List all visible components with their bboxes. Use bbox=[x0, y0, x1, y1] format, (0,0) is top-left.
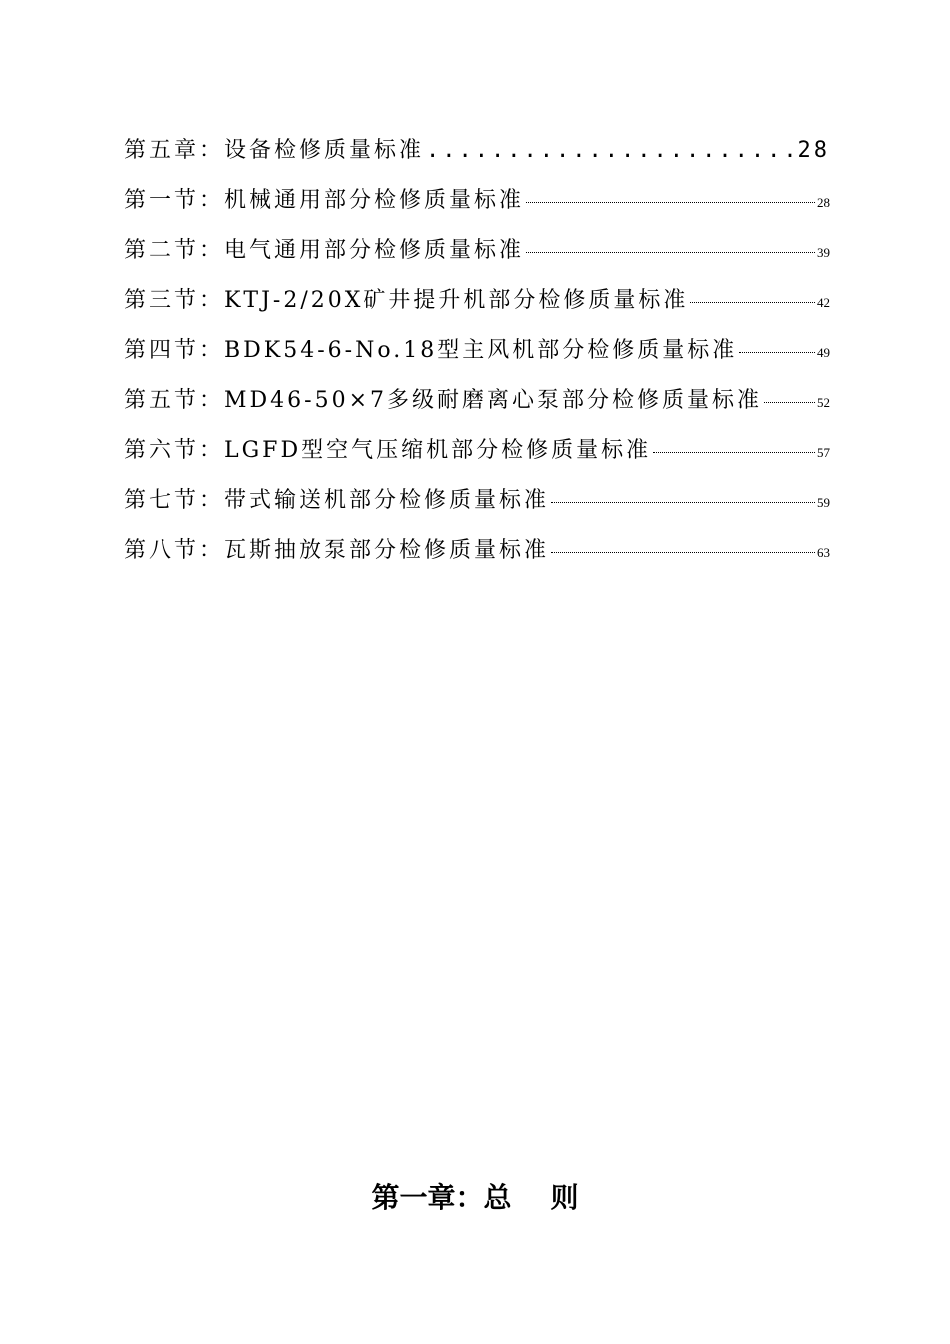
toc-entry-page: 28 bbox=[797, 138, 830, 163]
toc-entry-section-4[interactable] bbox=[124, 333, 830, 383]
toc-entry-page: 57 bbox=[817, 445, 830, 460]
toc-dot-leader bbox=[526, 240, 815, 253]
toc-entry-label: 第一节：机械通用部分检修质量标准 bbox=[124, 188, 525, 213]
toc-dot-leader bbox=[764, 390, 815, 403]
chapter-heading: 第一章：总 则 bbox=[371, 1181, 579, 1214]
toc-entry-section-8[interactable] bbox=[124, 533, 830, 583]
toc-entry-chapter-5[interactable] bbox=[124, 133, 830, 183]
table-of-contents bbox=[124, 133, 830, 583]
toc-entry-label: 第六节：LGFD型空气压缩机部分检修质量标准 bbox=[124, 438, 652, 463]
toc-entry-page: 28 bbox=[817, 195, 830, 210]
toc-entry-label: 第七节：带式输送机部分检修质量标准 bbox=[124, 488, 550, 513]
toc-entry-label: 第八节：瓦斯抽放泵部分检修质量标准 bbox=[124, 538, 550, 563]
toc-entry-label: 第三节：KTJ-2/20X矿井提升机部分检修质量标准 bbox=[124, 288, 689, 313]
toc-entry-section-6[interactable] bbox=[124, 433, 830, 483]
toc-entry-page: 49 bbox=[817, 345, 830, 360]
toc-entry-page: 52 bbox=[817, 395, 830, 410]
toc-dot-leader bbox=[526, 190, 815, 203]
toc-entry-label: 第五章：设备检修质量标准 bbox=[124, 138, 425, 163]
toc-entry-page: 63 bbox=[817, 545, 830, 560]
toc-entry-page: 59 bbox=[817, 495, 830, 510]
toc-dot-leader bbox=[551, 490, 815, 503]
toc-entry-page: 39 bbox=[817, 245, 830, 260]
toc-entry-page: 42 bbox=[817, 295, 830, 310]
toc-entry-section-3[interactable] bbox=[124, 283, 830, 333]
toc-dot-leader bbox=[426, 138, 795, 163]
toc-dot-leader bbox=[739, 340, 815, 353]
toc-dot-leader bbox=[551, 540, 815, 553]
toc-entry-label: 第五节：MD46-50×7多级耐磨离心泵部分检修质量标准 bbox=[124, 388, 763, 413]
toc-entry-section-1[interactable] bbox=[124, 183, 830, 233]
toc-dot-leader bbox=[653, 440, 815, 453]
toc-entry-section-7[interactable] bbox=[124, 483, 830, 533]
toc-entry-label: 第四节：BDK54-6-No.18型主风机部分检修质量标准 bbox=[124, 338, 738, 363]
toc-entry-label: 第二节：电气通用部分检修质量标准 bbox=[124, 238, 525, 263]
toc-dot-leader bbox=[690, 290, 815, 303]
toc-entry-section-2[interactable] bbox=[124, 233, 830, 283]
toc-entry-section-5[interactable] bbox=[124, 383, 830, 433]
